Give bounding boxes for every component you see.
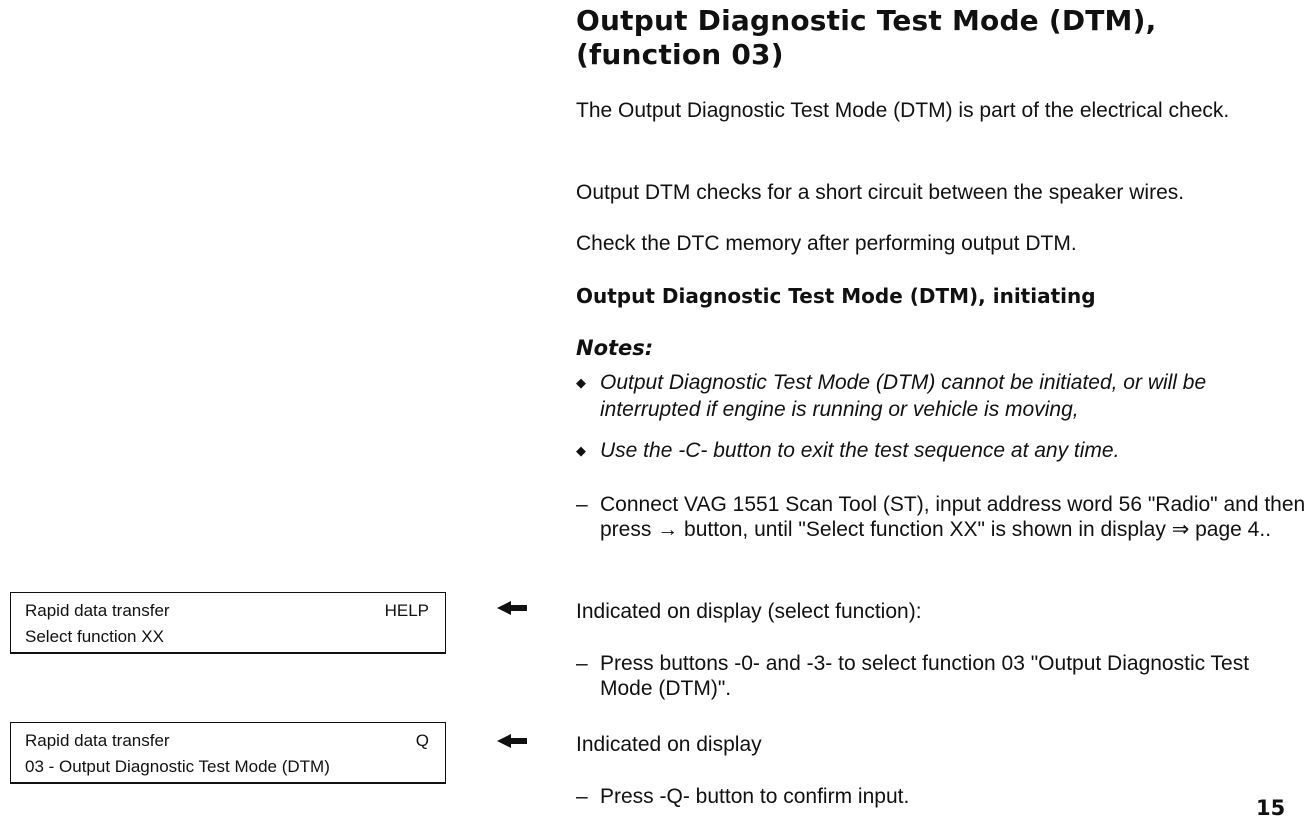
- diamond-bullet-icon: ◆: [576, 443, 586, 458]
- dash-bullet: –: [576, 652, 588, 675]
- scan-tool-display: [10, 592, 446, 654]
- note-item: [576, 437, 1306, 464]
- display-line-2: 03 - Output Diagnostic Test Mode (DTM): [25, 757, 330, 776]
- dash-bullet: –: [576, 493, 588, 516]
- page-title: [576, 4, 1276, 72]
- scan-tool-display: [10, 722, 446, 784]
- indicated-display-text: Indicated on display: [576, 733, 762, 756]
- indicated-select-text: Indicated on display (select function):: [576, 600, 922, 623]
- pointer-arrow-icon: [497, 600, 527, 616]
- dash-bullet: –: [576, 785, 588, 808]
- note-text: Output Diagnostic Test Mode (DTM) cannot be initiated, or will be interrupted if engine is running or vehicle is moving,: [600, 371, 1207, 421]
- display-status: Q: [415, 731, 429, 750]
- title-line-1: Output Diagnostic Test Mode (DTM),: [576, 4, 1157, 37]
- step-press-q: [576, 784, 1306, 809]
- step-text: Connect VAG 1551 Scan Tool (ST), input address word 56 "Radio" and then press → button, until "Select function XX" is shown in display ⇒ page 4..: [600, 493, 1306, 541]
- intro-paragraph: The Output Diagnostic Test Mode (DTM) is part of the electrical check.: [576, 99, 1230, 122]
- pointer-arrow-icon: [497, 733, 527, 749]
- notes-heading: Notes:: [576, 336, 654, 360]
- page-number: 15: [1256, 796, 1286, 820]
- section-heading: Output Diagnostic Test Mode (DTM), initiating: [576, 284, 1096, 308]
- title-line-2: (function 03): [576, 38, 784, 71]
- dtc-memory-paragraph: Check the DTC memory after performing output DTM.: [576, 232, 1077, 255]
- display-line-1: Rapid data transfer: [25, 731, 170, 750]
- diamond-bullet-icon: ◆: [576, 375, 586, 390]
- step-press-buttons: [576, 651, 1306, 701]
- step-text: Press buttons -0- and -3- to select function 03 "Output Diagnostic Test Mode (DTM)".: [600, 652, 1250, 700]
- display-line-2: Select function XX: [25, 627, 164, 646]
- step-text: Press -Q- button to confirm input.: [600, 785, 910, 808]
- note-item: [576, 369, 1306, 423]
- note-text: Use the -C- button to exit the test sequence at any time.: [600, 439, 1120, 462]
- short-circuit-paragraph: Output DTM checks for a short circuit between the speaker wires.: [576, 181, 1185, 204]
- display-status: HELP: [384, 601, 429, 620]
- step-connect: [576, 492, 1306, 542]
- display-line-1: Rapid data transfer: [25, 601, 170, 620]
